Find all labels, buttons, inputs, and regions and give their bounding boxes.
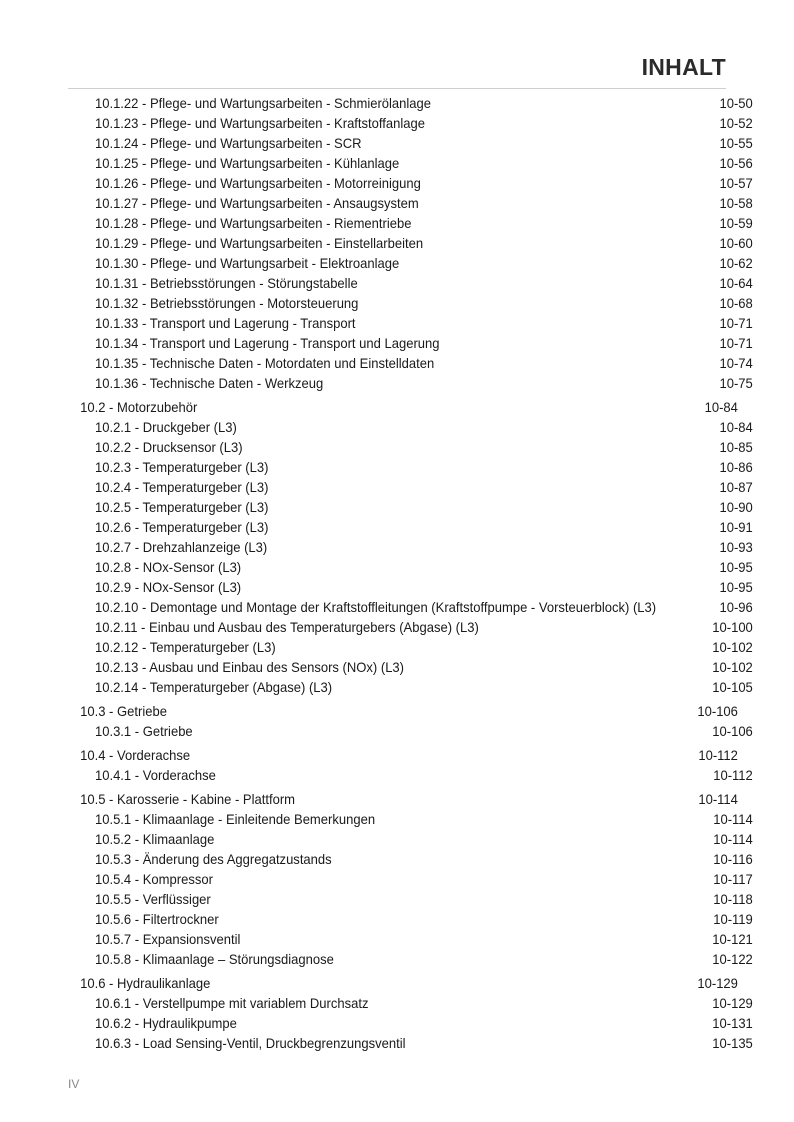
toc-entry-label: 10.1.36 - Technische Daten - Werkzeug	[94, 375, 324, 391]
toc-entry-page: 10-117	[713, 871, 753, 887]
toc-entry[interactable]	[68, 869, 753, 889]
toc-entry[interactable]	[68, 1033, 753, 1053]
toc-entry[interactable]	[68, 153, 753, 173]
toc-entry-page: 10-84	[704, 399, 738, 415]
toc-entry-page: 10-71	[719, 335, 753, 351]
toc-entry[interactable]	[68, 253, 753, 273]
toc-entry[interactable]	[68, 173, 753, 193]
toc-entry-label: 10.2.7 - Drehzahlanzeige (L3)	[94, 539, 268, 555]
toc-entry-label: 10.2.4 - Temperaturgeber (L3)	[94, 479, 269, 495]
toc-entry-page: 10-62	[719, 255, 753, 271]
toc-entry-label: 10.5.6 - Filtertrockner	[94, 911, 219, 927]
toc-entry-page: 10-68	[719, 295, 753, 311]
toc-entry-label: 10.2.3 - Temperaturgeber (L3)	[94, 459, 269, 475]
toc-entry-page: 10-114	[713, 811, 753, 827]
toc-entry[interactable]	[68, 333, 753, 353]
toc-entry-label: 10.1.22 - Pflege- und Wartungsarbeiten - Schmierölanlage	[94, 95, 432, 111]
toc-entry-page: 10-85	[719, 439, 753, 455]
toc-entry-label: 10.6 - Hydraulikanlage	[80, 975, 211, 991]
toc-entry-page: 10-59	[719, 215, 753, 231]
toc-entry-page: 10-95	[719, 559, 753, 575]
toc-entry[interactable]	[68, 193, 753, 213]
toc-entry-page: 10-116	[713, 851, 753, 867]
toc-entry-page: 10-84	[719, 419, 753, 435]
toc-entry[interactable]	[68, 93, 753, 113]
toc-entry-page: 10-121	[712, 931, 753, 947]
toc-entry-page: 10-60	[719, 235, 753, 251]
toc-entry-label: 10.2.12 - Temperaturgeber (L3)	[94, 639, 276, 655]
toc-entry-label: 10.2.5 - Temperaturgeber (L3)	[94, 499, 269, 515]
toc-entry-page: 10-64	[719, 275, 753, 291]
toc-entry-label: 10.1.32 - Betriebsstörungen - Motorsteuerung	[94, 295, 359, 311]
toc-entry-label: 10.1.26 - Pflege- und Wartungsarbeiten - Motorreinigung	[94, 175, 421, 191]
toc-entry-label: 10.1.34 - Transport und Lagerung - Transport und Lagerung	[94, 335, 440, 351]
toc-entry-label: 10.1.27 - Pflege- und Wartungsarbeiten - Ansaugsystem	[94, 195, 419, 211]
toc-entry[interactable]	[68, 373, 753, 393]
toc-entry[interactable]	[68, 993, 753, 1013]
toc-entry-label: 10.1.28 - Pflege- und Wartungsarbeiten - Riementriebe	[94, 215, 412, 231]
toc-entry-page: 10-106	[697, 703, 738, 719]
header-rule	[68, 88, 726, 89]
toc-entry-page: 10-58	[719, 195, 753, 211]
page-number: IV	[68, 1077, 80, 1091]
toc-entry[interactable]	[68, 889, 753, 909]
toc-entry-page: 10-102	[712, 659, 753, 675]
toc-entry-page: 10-119	[713, 911, 753, 927]
toc-entry[interactable]	[68, 829, 753, 849]
toc-entry-label: 10.2.11 - Einbau und Ausbau des Temperaturgebers (Abgase) (L3)	[94, 619, 479, 635]
toc-entry-label: 10.2.2 - Drucksensor (L3)	[94, 439, 243, 455]
toc-entry-page: 10-112	[698, 747, 738, 763]
toc-entry-page: 10-106	[712, 723, 753, 739]
toc-entry[interactable]	[68, 677, 753, 697]
toc-entry-page: 10-129	[697, 975, 738, 991]
toc-entry-label: 10.5.5 - Verflüssiger	[94, 891, 211, 907]
toc-entry-page: 10-114	[698, 791, 738, 807]
toc-entry-label: 10.1.33 - Transport und Lagerung - Transport	[94, 315, 356, 331]
toc-entry[interactable]	[68, 929, 753, 949]
toc-entry[interactable]	[68, 577, 753, 597]
toc-entry-label: 10.2.6 - Temperaturgeber (L3)	[94, 519, 269, 535]
toc-entry[interactable]	[68, 497, 753, 517]
toc-entry[interactable]	[68, 909, 753, 929]
toc-entry[interactable]	[68, 949, 753, 969]
toc-entry-label: 10.2 - Motorzubehör	[80, 399, 198, 415]
toc-entry-label: 10.5.3 - Änderung des Aggregatzustands	[94, 851, 332, 867]
toc-entry[interactable]	[68, 213, 753, 233]
toc-entry-page: 10-118	[713, 891, 753, 907]
toc-entry-label: 10.2.1 - Druckgeber (L3)	[94, 419, 237, 435]
toc-entry-label: 10.6.3 - Load Sensing-Ventil, Druckbegrenzungsventil	[94, 1035, 406, 1051]
toc-entry-page: 10-100	[712, 619, 753, 635]
toc-entry-page: 10-135	[712, 1035, 753, 1051]
toc-entry-label: 10.5 - Karosserie - Kabine - Plattform	[80, 791, 296, 807]
toc-entry-label: 10.5.8 - Klimaanlage – Störungsdiagnose	[94, 951, 334, 967]
toc-entry[interactable]	[68, 273, 753, 293]
page-title: INHALT	[641, 54, 726, 80]
toc-entry-page: 10-93	[719, 539, 753, 555]
toc-entry[interactable]	[68, 293, 753, 313]
toc-section-entry[interactable]	[68, 701, 738, 721]
toc-entry-label: 10.5.2 - Klimaanlage	[94, 831, 215, 847]
toc-entry[interactable]	[68, 765, 753, 785]
toc-entry-page: 10-71	[719, 315, 753, 331]
toc-entry-page: 10-86	[719, 459, 753, 475]
table-of-contents	[68, 93, 753, 1053]
toc-entry-page: 10-129	[712, 995, 753, 1011]
toc-entry-label: 10.5.1 - Klimaanlage - Einleitende Bemerkungen	[94, 811, 376, 827]
toc-entry-page: 10-114	[713, 831, 753, 847]
toc-entry[interactable]	[68, 313, 753, 333]
toc-entry-label: 10.3.1 - Getriebe	[94, 723, 193, 739]
toc-entry-label: 10.5.4 - Kompressor	[94, 871, 213, 887]
toc-entry-label: 10.4 - Vorderachse	[80, 747, 191, 763]
toc-entry[interactable]	[68, 477, 753, 497]
toc-entry[interactable]	[68, 537, 753, 557]
toc-entry[interactable]	[68, 437, 753, 457]
toc-entry[interactable]	[68, 417, 753, 437]
toc-entry-label: 10.5.7 - Expansionsventil	[94, 931, 241, 947]
toc-entry-label: 10.1.31 - Betriebsstörungen - Störungstabelle	[94, 275, 358, 291]
toc-entry-page: 10-50	[719, 95, 753, 111]
toc-entry-page: 10-56	[719, 155, 753, 171]
toc-section-entry[interactable]	[68, 973, 738, 993]
toc-entry-label: 10.1.23 - Pflege- und Wartungsarbeiten - Kraftstoffanlage	[94, 115, 426, 131]
toc-entry-page: 10-96	[719, 599, 753, 615]
toc-entry[interactable]	[68, 1013, 753, 1033]
toc-entry-page: 10-91	[719, 519, 753, 535]
toc-entry[interactable]	[68, 233, 753, 253]
toc-entry-page: 10-112	[713, 767, 753, 783]
toc-entry-page: 10-52	[719, 115, 753, 131]
toc-entry-label: 10.6.1 - Verstellpumpe mit variablem Durchsatz	[94, 995, 369, 1011]
toc-entry[interactable]	[68, 657, 753, 677]
toc-section-entry[interactable]	[68, 397, 738, 417]
toc-entry-label: 10.1.29 - Pflege- und Wartungsarbeiten - Einstellarbeiten	[94, 235, 424, 251]
toc-entry-label: 10.3 - Getriebe	[80, 703, 167, 719]
toc-entry-label: 10.2.13 - Ausbau und Einbau des Sensors (NOx) (L3)	[94, 659, 405, 675]
toc-entry-label: 10.4.1 - Vorderachse	[94, 767, 216, 783]
toc-entry-page: 10-57	[719, 175, 753, 191]
toc-entry-page: 10-75	[719, 375, 753, 391]
toc-entry-label: 10.1.24 - Pflege- und Wartungsarbeiten - SCR	[94, 135, 362, 151]
toc-entry-label: 10.1.25 - Pflege- und Wartungsarbeiten - Kühlanlage	[94, 155, 400, 171]
toc-entry[interactable]	[68, 557, 753, 577]
toc-entry-label: 10.1.35 - Technische Daten - Motordaten und Einstelldaten	[94, 355, 435, 371]
toc-entry-label: 10.2.14 - Temperaturgeber (Abgase) (L3)	[94, 679, 333, 695]
toc-entry[interactable]	[68, 457, 753, 477]
toc-section-entry[interactable]	[68, 745, 738, 765]
toc-entry[interactable]	[68, 617, 753, 637]
toc-entry-label: 10.2.10 - Demontage und Montage der Kraftstoffleitungen (Kraftstoffpumpe - Vorsteuerblock) (L3)	[94, 599, 657, 615]
toc-entry[interactable]	[68, 113, 753, 133]
toc-entry-label: 10.1.30 - Pflege- und Wartungsarbeit - Elektroanlage	[94, 255, 400, 271]
toc-entry-label: 10.2.8 - NOx-Sensor (L3)	[94, 559, 242, 575]
toc-section-entry[interactable]	[68, 789, 738, 809]
toc-entry[interactable]	[68, 637, 753, 657]
toc-entry-page: 10-105	[712, 679, 753, 695]
toc-entry-page: 10-122	[712, 951, 753, 967]
toc-entry-page: 10-131	[712, 1015, 753, 1031]
toc-entry-page: 10-102	[712, 639, 753, 655]
toc-entry-page: 10-74	[719, 355, 753, 371]
toc-entry[interactable]	[68, 849, 753, 869]
toc-entry-page: 10-90	[719, 499, 753, 515]
toc-entry[interactable]	[68, 353, 753, 373]
toc-entry[interactable]	[68, 133, 753, 153]
toc-entry-label: 10.2.9 - NOx-Sensor (L3)	[94, 579, 242, 595]
toc-entry-page: 10-95	[719, 579, 753, 595]
toc-entry-label: 10.6.2 - Hydraulikpumpe	[94, 1015, 237, 1031]
toc-entry[interactable]	[68, 809, 753, 829]
toc-entry[interactable]	[68, 721, 753, 741]
toc-entry[interactable]	[68, 517, 753, 537]
toc-entry-page: 10-55	[719, 135, 753, 151]
toc-entry-page: 10-87	[719, 479, 753, 495]
toc-entry[interactable]	[68, 597, 753, 617]
